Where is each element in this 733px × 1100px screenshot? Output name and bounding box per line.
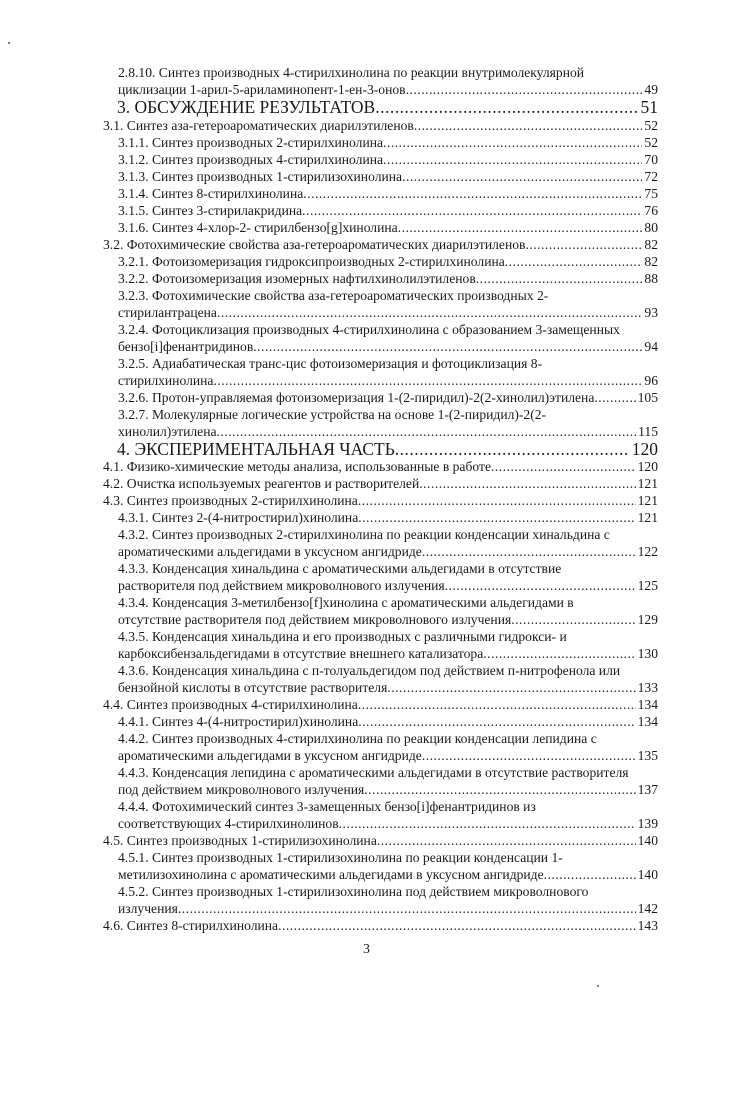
dot-leader [358,509,635,526]
toc-entry-line [118,781,658,798]
toc-entry-text: под действием микроволнового излучения [118,782,365,797]
toc-page-number: 120 [637,459,658,474]
toc-entry-text: 4.4.4. Фотохимический синтез 3-замещенных бензо[i]фенантридинов из [118,799,536,814]
dot-leader [302,202,642,219]
toc-entry [103,355,658,389]
dot-leader [383,134,642,151]
toc-entry-text: излучения [118,901,178,916]
toc-page-number: 49 [644,82,658,97]
toc-page-number: 94 [644,338,658,354]
toc-entry-line [118,815,658,832]
toc-entry-line [118,747,658,764]
dot-leader [383,151,642,168]
toc-entry-line [118,900,658,917]
toc-entry-text: метилизохинолина с ароматическими альдегидами в уксусном ангидриде [118,867,544,882]
dot-leader [217,304,642,321]
toc-page-number: 76 [644,202,658,218]
toc-entry [103,883,658,917]
toc-page-number: 139 [637,816,658,831]
toc-entry-line [103,475,658,492]
toc-entry [103,492,658,509]
toc-entry-text: 4.5. Синтез производных 1-стирилизохинолина [103,833,377,848]
toc-entry-text: 3. ОБСУЖДЕНИЕ РЕЗУЛЬТАТОВ [117,97,376,117]
toc-entry-text: 4.4. Синтез производных 4-стирилхинолина [103,697,358,712]
toc-page-number: 143 [637,918,658,933]
dot-leader [594,389,635,406]
toc-entry-text: бензо[i]фенантридинов [118,338,254,354]
toc-entry [103,594,658,628]
toc-entry [103,798,658,832]
toc-entry [103,168,658,185]
toc-entry-text: 3.1.4. Синтез 8-стирилхинолина [118,185,304,201]
toc-entry-line [118,270,658,287]
toc-entry [103,917,658,934]
toc-entry-line [117,98,658,117]
dot-leader [414,117,643,134]
toc-entry-text: хинолил)этилена [118,423,217,439]
toc-entry-line [103,832,658,849]
toc-entry-line [103,236,658,253]
dot-leader [422,543,636,560]
toc-entry-line [118,219,658,236]
dot-leader [398,219,643,236]
toc-entry [103,696,658,713]
toc-entry-text: отсутствие растворителя под действием микроволнового излучения [118,612,512,627]
dot-leader [491,458,636,475]
toc-entry-text: 3.1.5. Синтез 3-стирилакридина [118,202,303,218]
dot-leader [422,747,636,764]
toc-page-number: 82 [644,253,658,269]
toc-page-number: 142 [637,901,658,916]
toc-entry [103,270,658,287]
toc-entry [103,526,658,560]
toc-entry [103,253,658,270]
dot-leader [253,338,642,355]
toc-page-number: 93 [644,304,658,320]
toc-entry [103,64,658,98]
toc-entry-line [118,151,658,168]
toc-entry-line [118,253,658,270]
toc-page-number: 75 [644,185,658,201]
dot-leader [402,168,642,185]
dot-leader [419,475,635,492]
dot-leader [377,832,636,849]
toc-entry-line [118,81,658,98]
toc-chapter [103,440,658,459]
toc-entry-text: стирилхинолина [118,372,214,388]
toc-page-number: 52 [644,134,658,150]
page-number: 3 [363,942,370,957]
dot-leader [178,900,636,917]
toc-entry-text: 4.5.1. Синтез производных 1-стирилизохинолина по реакции конденсации 1- [118,850,563,865]
toc-entry-text: бензойной кислоты в отсутствие растворителя [118,680,388,695]
toc-entry [103,509,658,526]
toc-page-number: 134 [637,697,658,712]
toc-entry-text: 4.3.2. Синтез производных 2-стирилхинолина по реакции конденсации хинальдина с [118,527,610,542]
toc-page-number: 51 [640,97,658,117]
dot-leader [483,645,635,662]
toc-entry [103,117,658,134]
toc-entry-text: 4.3.4. Конденсация 3-метилбензо[f]хинолина с ароматическими альдегидами в [118,595,574,610]
dot-leader [358,492,636,509]
dot-leader [217,423,637,440]
toc-page-number: 122 [637,544,658,559]
toc-entry-text: 3.1.1. Синтез производных 2-стирилхинолина [118,134,384,150]
toc-entry-text: 4.3.5. Конденсация хинальдина и его производных с различными гидрокси- и [118,629,567,644]
dot-leader [387,679,635,696]
toc-entry-text: стирилантрацена [118,304,217,320]
toc-entry [103,832,658,849]
toc-entry [103,134,658,151]
toc-entry-line [118,645,658,662]
dot-leader [339,815,636,832]
toc-entry-text: 3.1.6. Синтез 4-хлор-2- стирилбензо[g]хинолина [118,219,398,235]
toc-entry [103,321,658,355]
dot-leader [395,440,630,459]
toc-entry-text: 3.2.1. Фотоизомеризация гидроксипроизводных 2-стирилхинолина [118,253,505,269]
dot-leader [213,372,642,389]
toc-entry-line [118,338,658,355]
toc-page-number: 129 [637,612,658,627]
toc-page-number: 140 [637,833,658,848]
toc-entry-text: растворителя под действием микроволнового излучения [118,578,445,593]
dot-leader [511,611,635,628]
toc-entry-line [118,389,658,406]
toc-entry [103,236,658,253]
toc-entry-text: 4.1. Физико-химические методы анализа, использованные в работе [103,459,491,474]
toc-page-number: 70 [644,151,658,167]
toc-entry [103,713,658,730]
toc-entry-text: 4.5.2. Синтез производных 1-стирилизохинолина под действием микроволнового [118,884,589,899]
dot-leader [445,577,636,594]
toc-entry-text: 4.3.6. Конденсация хинальдина с п-толуальдегидом под действием п-нитрофенола или [118,663,621,678]
toc-entry-text: циклизации 1-арил-5-ариламинопент-1-ен-3-онов [118,82,406,97]
toc-entry-text: карбоксибензальдегидами в отсутствие внешнего катализатора [118,646,484,661]
toc-entry-line [118,304,658,321]
toc-page-number: 130 [637,646,658,661]
toc-entry-line [118,134,658,151]
dot-leader [544,866,636,883]
toc-page-number: 120 [631,438,658,459]
toc-page-number: 52 [644,117,658,133]
toc-entry-text: соответствующих 4-стирилхинолинов [118,816,339,831]
toc-page-number: 125 [637,578,658,593]
dot-leader [525,236,642,253]
toc-entry-line [118,185,658,202]
toc-page-number: 72 [644,168,658,184]
toc-entry-line [118,611,658,628]
toc-entry-text: 3.2.5. Адиабатическая транс-цис фотоизомеризация и фотоциклизация 8- [118,355,543,371]
dot-leader [303,185,642,202]
toc-entry [103,202,658,219]
toc-entry-line [118,202,658,219]
toc-entry [103,185,658,202]
toc-entry [103,287,658,321]
toc-page-number: 133 [637,680,658,695]
toc-entry-text: 4.3.1. Синтез 2-(4-нитростирил)хинолина [118,510,359,525]
toc-entry-text: 2.8.10. Синтез производных 4-стирилхинолина по реакции внутримолекулярной [118,65,585,80]
toc-entry [103,730,658,764]
toc-entry-line [118,168,658,185]
toc-entry [103,849,658,883]
dot-leader [358,713,635,730]
toc-page-number: 135 [637,748,658,763]
toc-page-number: 121 [637,510,658,525]
dot-leader [375,98,638,117]
toc-entry-line [103,117,658,134]
toc-entry-text: 3.1.3. Синтез производных 1-стирилизохинолина [118,168,403,184]
toc-entry [103,560,658,594]
toc-entry-line [103,458,658,475]
toc-entry-line [117,440,658,459]
toc-entry-line [118,577,658,594]
toc-entry-line [103,492,658,509]
toc-entry [103,764,658,798]
scan-speck [8,42,10,44]
toc-entry-text: 4.4.3. Конденсация лепидина с ароматическими альдегидами в отсутствие растворителя [118,765,629,780]
toc-chapter [103,98,658,117]
toc-entry [103,406,658,440]
scan-speck [597,985,599,987]
toc-entry-line [118,866,658,883]
toc-entry-text: 3.2.2. Фотоизомеризация изомерных нафтилхинолилэтиленов [118,270,476,286]
toc-entry-text: 3.1. Синтез аза-гетероароматических диарилэтиленов [103,117,414,133]
toc-entry [103,151,658,168]
toc-entry [103,628,658,662]
toc-page-number: 137 [637,782,658,797]
toc-entry-text: 4.3. Синтез производных 2-стирилхинолина [103,493,358,508]
toc-entry-line [103,696,658,713]
toc-page-number: 121 [637,493,658,508]
dot-leader [358,696,636,713]
toc-entry-text: ароматическими альдегидами в уксусном ангидриде [118,544,422,559]
toc-page-number: 96 [644,372,658,388]
toc-entry-text: 4.2. Очистка используемых реагентов и растворителей [103,476,420,491]
toc-entry [103,475,658,492]
toc-entry-text: 4.4.1. Синтез 4-(4-нитростирил)хинолина [118,714,359,729]
toc-entry [103,219,658,236]
toc-page-number: 121 [637,476,658,491]
toc-entry [103,662,658,696]
toc-page-number: 140 [637,867,658,882]
toc-entry-line [118,372,658,389]
toc-entry-text: 4.4.2. Синтез производных 4-стирилхинолина по реакции конденсации лепидина с [118,731,597,746]
toc-entry-text: 3.1.2. Синтез производных 4-стирилхинолина [118,151,384,167]
toc-entry-text: 3.2. Фотохимические свойства аза-гетероароматических диарилэтиленов [103,236,526,252]
toc-entry-text: 3.2.7. Молекулярные логические устройства на основе 1-(2-пиридил)-2(2- [118,406,547,422]
toc-entry-line [118,679,658,696]
toc-page-number: 134 [637,714,658,729]
toc-entry-text: 4.6. Синтез 8-стирилхинолина [103,918,279,933]
toc-entry-text: 4. ЭКСПЕРИМЕНТАЛЬНАЯ ЧАСТЬ [117,438,395,459]
toc-entry-line [118,543,658,560]
toc-entry-line [118,423,658,440]
dot-leader [476,270,643,287]
toc-entry [103,389,658,406]
toc-entry-text: 3.2.6. Протон-управляемая фотоизомеризация 1-(2-пиридил)-2(2-хинолил)этилена [118,389,595,405]
table-of-contents [103,64,658,934]
toc-entry-line [103,917,658,934]
toc-page-number: 82 [644,236,658,252]
toc-page-number: 115 [638,423,658,439]
toc-page-number: 80 [644,219,658,235]
toc-entry-line [118,509,658,526]
toc-entry [103,458,658,475]
toc-entry-text: 4.3.3. Конденсация хинальдина с ароматическими альдегидами в отсутствие [118,561,562,576]
dot-leader [278,917,636,934]
dot-leader [406,81,643,98]
toc-entry-text: ароматическими альдегидами в уксусном ангидриде [118,748,422,763]
dot-leader [364,781,635,798]
toc-entry-text: 3.2.3. Фотохимические свойства аза-гетероароматических производных 2- [118,287,549,303]
toc-page-number: 105 [637,389,658,405]
dot-leader [505,253,643,270]
toc-entry-line [118,713,658,730]
toc-entry-text: 3.2.4. Фотоциклизация производных 4-стирилхинолина с образованием 3-замещенных [118,321,620,337]
toc-page-number: 88 [644,270,658,286]
